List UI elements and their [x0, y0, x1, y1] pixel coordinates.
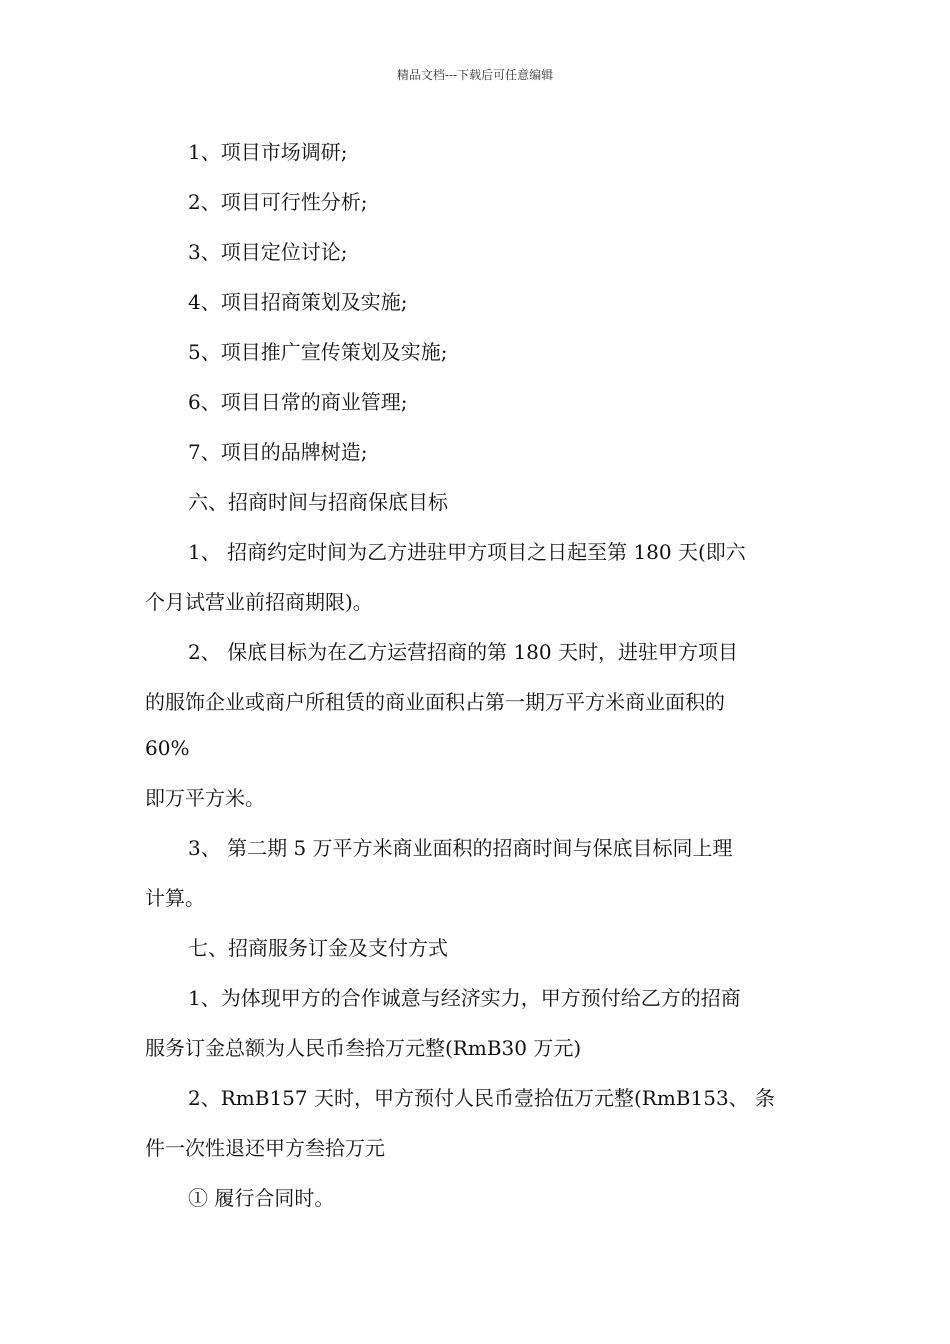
- para-6-2-line-4: 即万平方米。: [145, 786, 265, 810]
- para-6-1-line-1: 1、 招商约定时间为乙方进驻甲方项目之日起至第 180 天(即六: [188, 540, 746, 564]
- para-7-1-line-1: 1、为体现甲方的合作诚意与经济实力，甲方预付给乙方的招商: [188, 986, 741, 1010]
- section-heading-7: 七、招商服务订金及支付方式: [188, 936, 448, 960]
- page-header: 精品文档---下载后可任意编辑: [396, 68, 554, 82]
- list-item-4: 4、项目招商策划及实施;: [188, 290, 408, 314]
- para-7-2-line-2: 件一次性退还甲方叁拾万元: [145, 1136, 385, 1160]
- list-item-5: 5、项目推广宣传策划及实施;: [188, 340, 448, 364]
- list-item-6: 6、项目日常的商业管理;: [188, 390, 408, 414]
- list-item-3: 3、项目定位讨论;: [188, 240, 348, 264]
- section-heading-6: 六、招商时间与招商保底目标: [188, 490, 448, 514]
- para-6-1-line-2: 个月试营业前招商期限)。: [145, 590, 373, 614]
- para-7-2-line-1: 2、RmB157 天时，甲方预付人民币壹拾伍万元整(RmB153、 条: [188, 1086, 776, 1110]
- para-6-3-line-1: 3、 第二期 5 万平方米商业面积的招商时间与保底目标同上理: [188, 836, 733, 860]
- list-item-7: 7、项目的品牌树造;: [188, 440, 368, 464]
- para-7-1-line-2: 服务订金总额为人民币叁拾万元整(RmB30 万元): [145, 1036, 582, 1060]
- para-6-2-line-3: 60%: [145, 736, 190, 760]
- para-6-2-line-1: 2、 保底目标为在乙方运营招商的第 180 天时，进驻甲方项目: [188, 640, 738, 664]
- para-6-2-line-2: 的服饰企业或商户所租赁的商业面积占第一期万平方米商业面积的: [145, 690, 725, 714]
- para-6-3-line-2: 计算。: [145, 886, 205, 910]
- list-item-2: 2、项目可行性分析;: [188, 190, 368, 214]
- para-7-3: ① 履行合同时。: [188, 1186, 335, 1210]
- list-item-1: 1、项目市场调研;: [188, 140, 348, 164]
